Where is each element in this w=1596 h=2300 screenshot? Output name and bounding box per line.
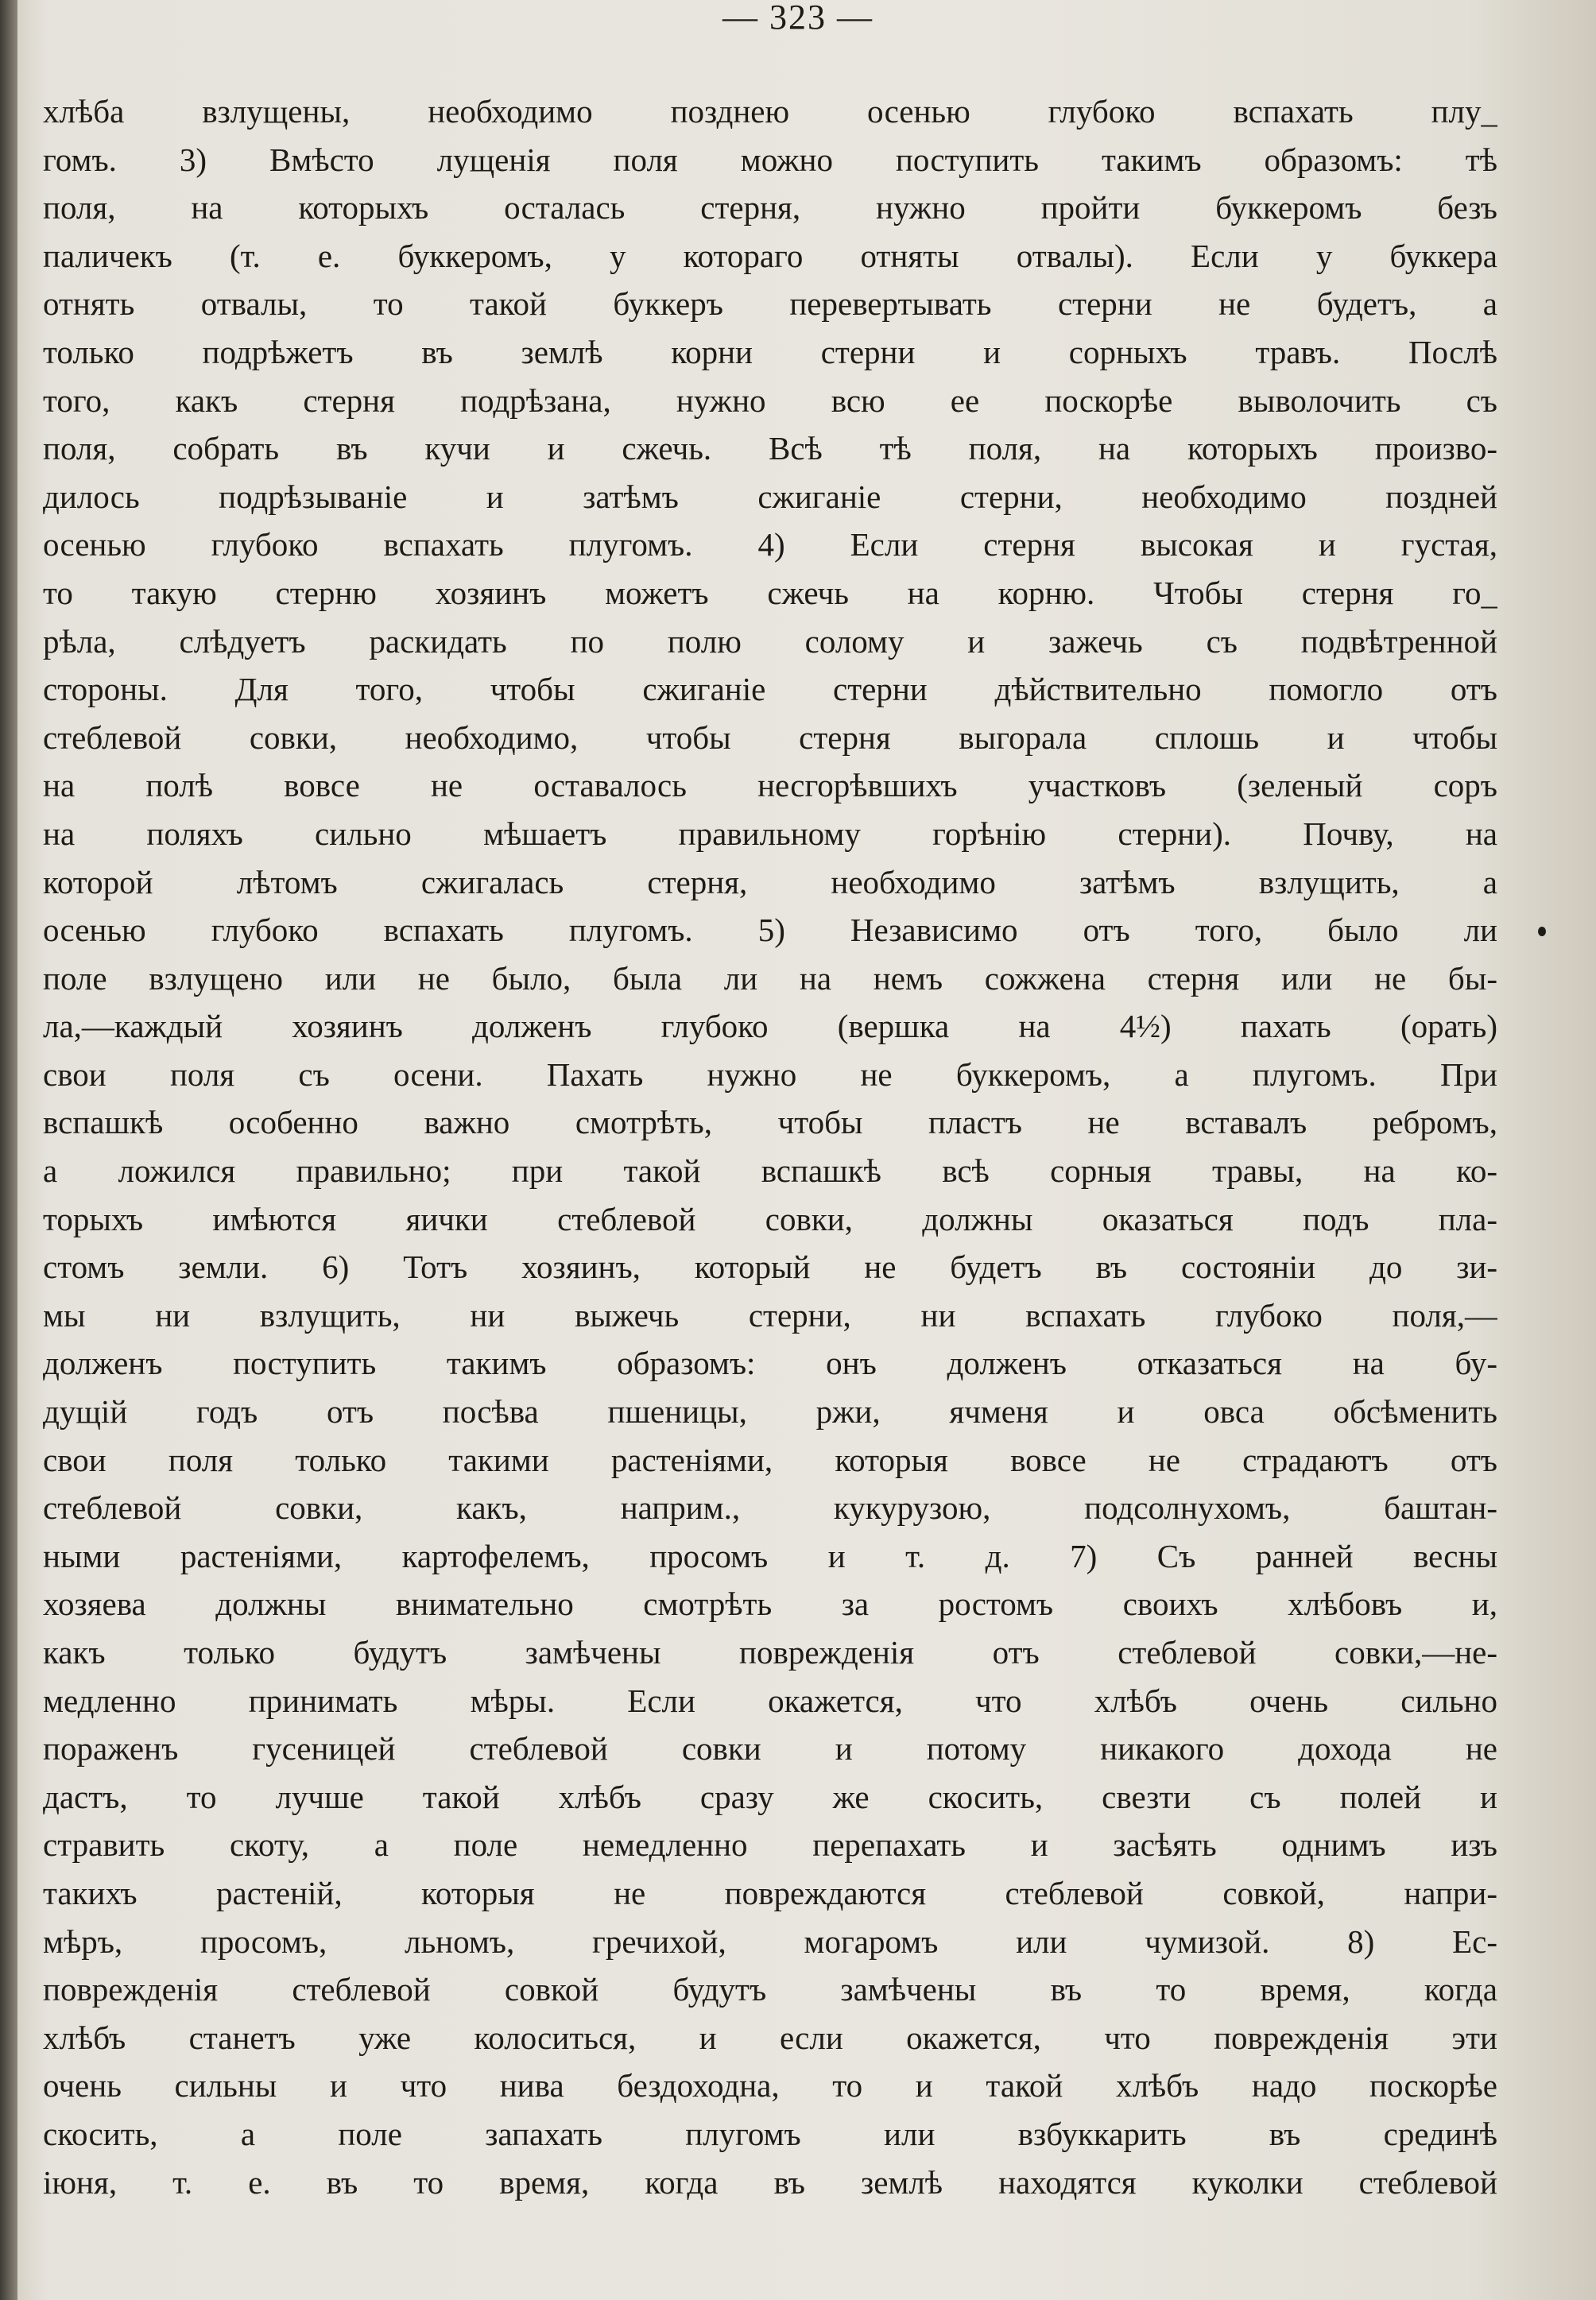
text-line: скосить, а поле запахать плугомъ или взбуккарить въ срединѣ: [43, 2115, 1497, 2152]
text-line: мы ни взлущить, ни выжечь стерни, ни вспахать глубоко поля,—: [43, 1296, 1497, 1334]
text-line: хлѣба взлущены, необходимо позднею осенью глубоко вспахать плу_: [43, 93, 1497, 130]
text-line: вспашкѣ особенно важно смотрѣть, чтобы пластъ не вставалъ ребромъ,: [43, 1104, 1497, 1141]
text-line: свои поля только такими растеніями, которыя вовсе не страдаютъ отъ: [43, 1441, 1497, 1478]
text-line: дилось подрѣзываніе и затѣмъ сжиганіе стерни, необходимо поздней: [43, 478, 1497, 515]
text-line: хозяева должны внимательно смотрѣть за ростомъ своихъ хлѣбовъ и,: [43, 1586, 1497, 1623]
text-line: на поляхъ сильно мѣшаетъ правильному горѣнію стерни). Почву, на: [43, 815, 1497, 852]
text-line: рѣла, слѣдуетъ раскидать по полю солому и зажечь съ подвѣтренной: [43, 622, 1497, 660]
text-line: очень сильны и что нива бездоходна, то и такой хлѣбъ надо поскорѣе: [43, 2067, 1497, 2104]
text-line: стеблевой совки, необходимо, чтобы стерня выгорала сплошь и чтобы: [43, 718, 1497, 756]
text-line: паличекъ (т. е. буккеромъ, у котораго отняты отвалы). Если у буккера: [43, 237, 1497, 274]
text-line: такихъ растеній, которыя не повреждаются стеблевой совкой, напри-: [43, 1874, 1497, 1911]
text-line: ла,—каждый хозяинъ долженъ глубоко (вершка на 4½) пахать (орать): [43, 1008, 1497, 1045]
text-line: то такую стерню хозяинъ можетъ сжечь на корню. Чтобы стерня го_: [43, 574, 1497, 611]
ink-speck: [1538, 927, 1546, 936]
text-line: пораженъ гусеницей стеблевой совки и потому никакого дохода не: [43, 1730, 1497, 1768]
text-line: на полѣ вовсе не оставалось несгорѣвшихъ участковъ (зеленый соръ: [43, 767, 1497, 804]
page-gutter: [0, 0, 17, 2300]
text-line: поля, на которыхъ осталась стерня, нужно пройти буккеромъ безъ: [43, 189, 1497, 227]
text-line: дастъ, то лучше такой хлѣбъ сразу же скосить, свезти съ полей и: [43, 1778, 1497, 1815]
text-line: которой лѣтомъ сжигалась стерня, необходимо затѣмъ взлущить, а: [43, 863, 1497, 900]
text-line: отнять отвалы, то такой буккеръ перевертывать стерни не будетъ, а: [43, 285, 1497, 323]
text-line: осенью глубоко вспахать плугомъ. 5) Независимо отъ того, было ли: [43, 912, 1497, 949]
text-line: какъ только будутъ замѣчены поврежденія отъ стеблевой совки,—не-: [43, 1634, 1497, 1671]
text-line: только подрѣжетъ въ землѣ корни стерни и сорныхъ травъ. Послѣ: [43, 333, 1497, 370]
text-line: медленно принимать мѣры. Если окажется, что хлѣбъ очень сильно: [43, 1682, 1497, 1719]
text-line: поле взлущено или не было, была ли на немъ сожжена стерня или не бы-: [43, 959, 1497, 997]
page-number: — 323 —: [722, 0, 874, 37]
text-line: дущій годъ отъ посѣва пшеницы, ржи, ячменя и овса обсѣменить: [43, 1393, 1497, 1431]
text-line: стомъ земли. 6) Тотъ хозяинъ, который не будетъ въ состояніи до зи-: [43, 1249, 1497, 1286]
text-line: мѣръ, просомъ, льномъ, гречихой, могаромъ или чумизой. 8) Ес-: [43, 1922, 1497, 1960]
body-text: [43, 87, 1497, 2206]
text-line: стеблевой совки, какъ, наприм., кукурузою, подсолнухомъ, баштан-: [43, 1489, 1497, 1527]
text-line: іюня, т. е. въ то время, когда въ землѣ находятся куколки стеблевой: [43, 2163, 1497, 2201]
text-line: того, какъ стерня подрѣзана, нужно всю ее поскорѣе выволочить съ: [43, 381, 1497, 419]
text-line: торыхъ имѣются яички стеблевой совки, должны оказаться подъ пла-: [43, 1200, 1497, 1237]
text-line: стороны. Для того, чтобы сжиганіе стерни дѣйствительно помогло отъ: [43, 671, 1497, 708]
text-line: свои поля съ осени. Пахать нужно не буккеромъ, а плугомъ. При: [43, 1055, 1497, 1093]
text-line: долженъ поступить такимъ образомъ: онъ долженъ отказаться на бу-: [43, 1345, 1497, 1382]
text-line: хлѣбъ станетъ уже колоситься, и если окажется, что поврежденія эти: [43, 2019, 1497, 2056]
text-line: осенью глубоко вспахать плугомъ. 4) Если стерня высокая и густая,: [43, 526, 1497, 563]
text-line: поврежденія стеблевой совкой будутъ замѣчены въ то время, когда: [43, 1971, 1497, 2008]
text-line: а ложился правильно; при такой вспашкѣ всѣ сорныя травы, на ко-: [43, 1152, 1497, 1190]
text-line: гомъ. 3) Вмѣсто лущенія поля можно поступить такимъ образомъ: тѣ: [43, 141, 1497, 178]
text-line: ными растеніями, картофелемъ, просомъ и т. д. 7) Съ ранней весны: [43, 1537, 1497, 1574]
text-line: стравить скоту, а поле немедленно перепахать и засѣять однимъ изъ: [43, 1826, 1497, 1864]
text-line: поля, собрать въ кучи и сжечь. Всѣ тѣ поля, на которыхъ произво-: [43, 430, 1497, 467]
